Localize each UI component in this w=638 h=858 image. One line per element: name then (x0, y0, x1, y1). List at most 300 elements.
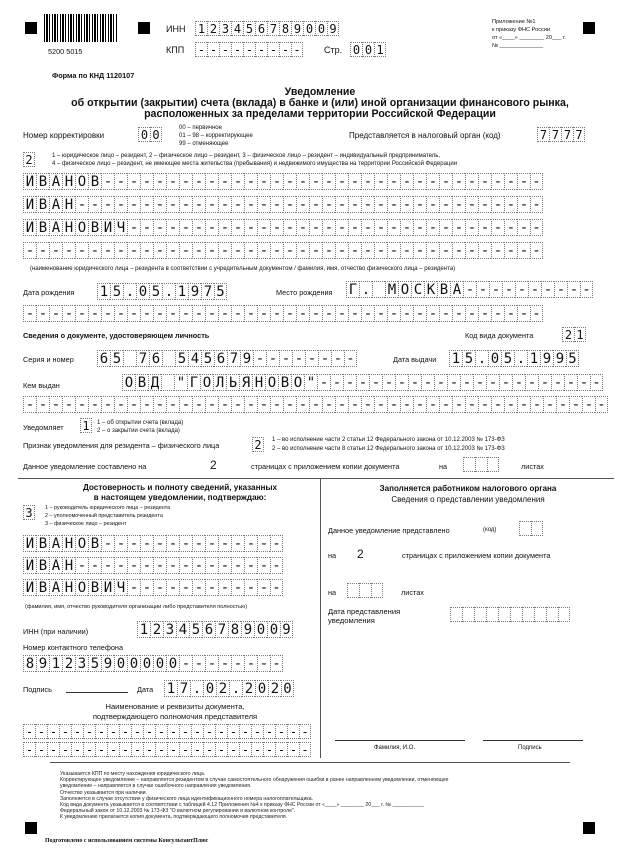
cell[interactable]: - (36, 396, 49, 413)
cell[interactable]: 1 (449, 350, 462, 367)
cell[interactable] (475, 457, 487, 472)
cell[interactable]: - (179, 724, 191, 739)
cell[interactable]: 0 (127, 655, 140, 672)
cell[interactable]: - (244, 219, 257, 236)
cell[interactable]: - (179, 196, 192, 213)
cell[interactable]: В (135, 374, 148, 391)
cell[interactable]: 7 (177, 680, 190, 697)
cell[interactable]: - (192, 579, 205, 596)
tax-org-cells[interactable] (537, 127, 585, 142)
cell[interactable]: - (107, 724, 119, 739)
cell[interactable]: - (203, 742, 215, 757)
cell[interactable]: - (203, 724, 215, 739)
cell[interactable]: - (179, 219, 192, 236)
cell[interactable]: 7 (561, 127, 573, 142)
cell[interactable]: - (101, 242, 114, 259)
cell[interactable]: - (296, 305, 309, 322)
cell[interactable]: - (421, 374, 434, 391)
cell[interactable]: - (257, 557, 270, 574)
cell[interactable]: - (348, 219, 361, 236)
cell[interactable]: - (205, 196, 218, 213)
cell[interactable]: - (569, 396, 582, 413)
cell[interactable]: - (218, 557, 231, 574)
cell[interactable]: - (263, 724, 275, 739)
cell[interactable]: - (499, 374, 512, 391)
cell[interactable]: 9 (240, 350, 253, 367)
cell[interactable]: 0 (166, 655, 179, 672)
cell[interactable]: - (400, 219, 413, 236)
cell[interactable]: 2 (562, 327, 574, 342)
cell[interactable]: - (257, 173, 270, 190)
cell[interactable]: В (437, 281, 450, 298)
cell[interactable]: - (330, 374, 343, 391)
cell[interactable]: 2 (252, 437, 264, 452)
cell[interactable]: 0 (138, 127, 150, 142)
cell[interactable]: 1 (164, 680, 177, 697)
cell[interactable]: 3 (219, 21, 231, 36)
cell[interactable]: - (231, 396, 244, 413)
cell[interactable]: - (478, 173, 491, 190)
cell[interactable]: 6 (214, 350, 227, 367)
right-sheets-cells[interactable] (347, 583, 383, 598)
cell[interactable]: 5 (462, 350, 475, 367)
cell[interactable]: - (244, 173, 257, 190)
cell[interactable]: - (335, 242, 348, 259)
cell[interactable]: - (192, 557, 205, 574)
cell[interactable]: - (356, 374, 369, 391)
cell[interactable]: - (257, 579, 270, 596)
cell[interactable]: А (49, 196, 62, 213)
cell[interactable]: - (49, 242, 62, 259)
cell[interactable]: - (257, 242, 270, 259)
cell[interactable]: - (143, 724, 155, 739)
cell[interactable]: - (166, 219, 179, 236)
cell[interactable]: 7 (201, 283, 214, 300)
cell[interactable]: 7 (267, 21, 279, 36)
cell[interactable]: - (305, 350, 318, 367)
cell[interactable]: 3 (23, 505, 35, 520)
cell[interactable]: - (244, 242, 257, 259)
cell[interactable]: 1 (374, 42, 386, 57)
cell[interactable]: - (595, 396, 608, 413)
cell[interactable]: - (127, 579, 140, 596)
cell[interactable]: - (153, 557, 166, 574)
cell[interactable]: 3 (163, 621, 176, 638)
cell[interactable]: - (23, 396, 36, 413)
cell[interactable]: 9 (188, 283, 201, 300)
cell[interactable]: В (36, 557, 49, 574)
cell[interactable]: А (450, 281, 463, 298)
cell[interactable]: - (309, 219, 322, 236)
cell[interactable]: - (227, 742, 239, 757)
cell[interactable]: . (475, 350, 488, 367)
cell[interactable]: - (244, 655, 257, 672)
cell[interactable]: - (413, 173, 426, 190)
cell[interactable]: - (408, 374, 421, 391)
cell[interactable]: Н (62, 535, 75, 552)
cell[interactable]: - (270, 655, 283, 672)
cell[interactable]: - (244, 396, 257, 413)
cell[interactable]: - (335, 196, 348, 213)
cell[interactable]: - (218, 535, 231, 552)
cell[interactable]: - (382, 374, 395, 391)
cell[interactable]: - (23, 242, 36, 259)
cell[interactable] (463, 457, 475, 472)
cell[interactable]: - (322, 396, 335, 413)
cell[interactable]: - (257, 655, 270, 672)
cell[interactable]: - (374, 242, 387, 259)
cell[interactable]: - (244, 557, 257, 574)
cell[interactable]: 7 (227, 350, 240, 367)
cell[interactable]: - (75, 305, 88, 322)
cell[interactable]: - (153, 396, 166, 413)
cell[interactable]: - (504, 242, 517, 259)
cell[interactable]: - (114, 396, 127, 413)
doc-type-cells[interactable] (562, 327, 586, 342)
inn-cells[interactable] (195, 21, 339, 36)
cell[interactable]: - (218, 305, 231, 322)
cell[interactable]: - (143, 742, 155, 757)
cell[interactable]: - (400, 242, 413, 259)
cell[interactable]: - (567, 281, 580, 298)
cell[interactable]: 0 (350, 42, 362, 57)
cell[interactable] (347, 583, 359, 598)
cell[interactable]: - (23, 742, 35, 757)
cell[interactable]: - (244, 535, 257, 552)
cell[interactable]: - (231, 655, 244, 672)
cell[interactable]: - (270, 173, 283, 190)
cell[interactable]: - (166, 557, 179, 574)
cell[interactable]: 9 (280, 621, 293, 638)
cell[interactable]: - (491, 173, 504, 190)
cell[interactable] (359, 583, 371, 598)
cell[interactable]: 0 (140, 655, 153, 672)
cell[interactable]: С (411, 281, 424, 298)
cell[interactable]: - (426, 305, 439, 322)
cell[interactable]: Г (187, 374, 200, 391)
cell[interactable]: - (127, 242, 140, 259)
cell[interactable]: А (49, 535, 62, 552)
cell[interactable]: - (218, 196, 231, 213)
cell[interactable]: - (153, 219, 166, 236)
cell[interactable]: - (192, 305, 205, 322)
cell[interactable]: - (257, 305, 270, 322)
cell[interactable]: - (192, 396, 205, 413)
cell[interactable]: - (564, 374, 577, 391)
cell[interactable]: - (36, 242, 49, 259)
cell[interactable]: - (83, 742, 95, 757)
cell[interactable]: - (374, 305, 387, 322)
cell[interactable]: - (231, 219, 244, 236)
cell[interactable]: - (577, 374, 590, 391)
cell[interactable]: А (49, 579, 62, 596)
cell[interactable]: - (257, 196, 270, 213)
cell[interactable]: - (287, 742, 299, 757)
cell[interactable]: - (504, 196, 517, 213)
cell[interactable]: - (179, 242, 192, 259)
cell[interactable]: - (491, 242, 504, 259)
cell[interactable]: 0 (203, 680, 216, 697)
cell[interactable]: - (179, 655, 192, 672)
cell[interactable] (534, 607, 546, 622)
cell[interactable]: - (218, 219, 231, 236)
cell[interactable]: - (155, 742, 167, 757)
cell[interactable]: - (119, 742, 131, 757)
cell[interactable]: - (49, 396, 62, 413)
birth-date-cells[interactable] (97, 283, 227, 300)
cell[interactable]: - (179, 557, 192, 574)
cell[interactable]: - (255, 42, 267, 57)
cell[interactable]: - (580, 281, 593, 298)
cell[interactable]: - (101, 173, 114, 190)
cell[interactable]: И (101, 579, 114, 596)
cell[interactable]: " (304, 374, 317, 391)
cell[interactable]: - (512, 374, 525, 391)
cell[interactable] (123, 350, 136, 367)
cell[interactable]: - (361, 219, 374, 236)
cell[interactable]: В (88, 173, 101, 190)
cell[interactable]: - (192, 242, 205, 259)
cell[interactable]: - (153, 535, 166, 552)
cell[interactable]: - (140, 242, 153, 259)
cell[interactable]: - (270, 305, 283, 322)
cell[interactable]: - (75, 557, 88, 574)
cell[interactable]: - (309, 242, 322, 259)
cell[interactable]: - (131, 742, 143, 757)
cell[interactable]: - (127, 305, 140, 322)
cell[interactable]: - (192, 535, 205, 552)
cell[interactable]: - (299, 724, 311, 739)
presented-code-cells[interactable] (519, 521, 543, 536)
cell[interactable] (546, 607, 558, 622)
cell[interactable]: - (127, 535, 140, 552)
cell[interactable]: - (530, 219, 543, 236)
cell[interactable]: 5 (201, 350, 214, 367)
cell[interactable]: - (530, 196, 543, 213)
cell[interactable]: Л (213, 374, 226, 391)
cell[interactable]: - (47, 724, 59, 739)
cell[interactable]: - (491, 219, 504, 236)
cell[interactable]: - (101, 196, 114, 213)
cell[interactable]: 2 (23, 152, 35, 167)
cell[interactable]: 0 (488, 350, 501, 367)
cell[interactable]: - (296, 196, 309, 213)
cell[interactable]: - (231, 579, 244, 596)
cell[interactable]: - (502, 281, 515, 298)
cell[interactable]: - (215, 742, 227, 757)
cell[interactable]: - (166, 242, 179, 259)
signature-line[interactable] (66, 692, 128, 693)
cell[interactable]: - (452, 196, 465, 213)
cell[interactable]: - (231, 173, 244, 190)
cell[interactable]: - (374, 396, 387, 413)
cell[interactable]: - (439, 196, 452, 213)
cell[interactable]: И (101, 219, 114, 236)
cell[interactable]: - (361, 396, 374, 413)
cell[interactable]: - (296, 396, 309, 413)
cell[interactable]: - (296, 219, 309, 236)
cell[interactable]: - (348, 196, 361, 213)
cell[interactable]: - (49, 305, 62, 322)
cell[interactable]: - (219, 42, 231, 57)
cell[interactable]: - (127, 557, 140, 574)
cell[interactable]: - (101, 305, 114, 322)
cell[interactable]: - (119, 724, 131, 739)
cell[interactable]: 0 (153, 655, 166, 672)
cell[interactable]: - (348, 173, 361, 190)
cell[interactable]: - (140, 535, 153, 552)
cell[interactable]: - (243, 42, 255, 57)
cell[interactable]: - (275, 742, 287, 757)
cell[interactable]: В (88, 219, 101, 236)
cell[interactable]: - (179, 173, 192, 190)
cell[interactable]: А (49, 557, 62, 574)
cell[interactable]: 5 (189, 621, 202, 638)
cell[interactable]: - (413, 242, 426, 259)
cell[interactable]: - (439, 173, 452, 190)
cell[interactable] (450, 607, 462, 622)
cell[interactable]: 0 (362, 42, 374, 57)
cell[interactable]: 2 (242, 680, 255, 697)
cell[interactable]: - (215, 724, 227, 739)
cell[interactable]: - (525, 374, 538, 391)
cell[interactable] (162, 350, 175, 367)
cell[interactable]: - (166, 305, 179, 322)
cell[interactable]: 2 (62, 655, 75, 672)
cell[interactable] (372, 281, 385, 298)
cell[interactable]: - (463, 281, 476, 298)
cell[interactable]: - (439, 242, 452, 259)
cell[interactable]: 2 (268, 680, 281, 697)
cell[interactable]: - (75, 396, 88, 413)
cell[interactable]: - (205, 173, 218, 190)
cell[interactable]: 4 (231, 21, 243, 36)
cell[interactable]: 9 (241, 621, 254, 638)
cell[interactable]: - (179, 742, 191, 757)
cell[interactable]: - (287, 724, 299, 739)
cell[interactable]: . (190, 680, 203, 697)
cell[interactable]: - (218, 173, 231, 190)
cell[interactable]: О (122, 374, 135, 391)
cell[interactable]: - (439, 305, 452, 322)
cell[interactable]: 5 (175, 350, 188, 367)
cell[interactable]: - (95, 724, 107, 739)
cell[interactable]: - (231, 196, 244, 213)
cell[interactable]: - (270, 579, 283, 596)
cell[interactable]: - (205, 219, 218, 236)
cell[interactable]: 1 (175, 283, 188, 300)
cell[interactable]: О (75, 219, 88, 236)
cell[interactable]: - (530, 242, 543, 259)
phone-cells[interactable] (23, 655, 283, 672)
cell[interactable]: - (348, 305, 361, 322)
cell[interactable]: - (257, 396, 270, 413)
cell[interactable]: - (114, 173, 127, 190)
cell[interactable]: - (167, 724, 179, 739)
cell[interactable]: 6 (255, 21, 267, 36)
cell[interactable]: 0 (255, 680, 268, 697)
cell[interactable]: - (244, 196, 257, 213)
cell[interactable]: - (387, 396, 400, 413)
series-cells[interactable] (97, 350, 357, 367)
cell[interactable]: - (426, 219, 439, 236)
cell[interactable]: - (491, 305, 504, 322)
cell[interactable]: И (23, 579, 36, 596)
cell[interactable]: 9 (553, 350, 566, 367)
cell[interactable]: - (556, 396, 569, 413)
cell[interactable]: - (387, 305, 400, 322)
cell[interactable]: Н (62, 579, 75, 596)
cell[interactable]: - (179, 305, 192, 322)
cell[interactable]: - (374, 196, 387, 213)
cell[interactable]: - (101, 535, 114, 552)
name-line[interactable] (23, 196, 543, 213)
cell[interactable]: - (179, 396, 192, 413)
cell[interactable]: - (517, 396, 530, 413)
cell[interactable]: - (434, 374, 447, 391)
cell[interactable]: - (426, 242, 439, 259)
cell[interactable]: - (582, 396, 595, 413)
cell[interactable]: - (218, 579, 231, 596)
cell[interactable]: - (270, 535, 283, 552)
cell[interactable]: - (452, 242, 465, 259)
cell[interactable]: - (426, 196, 439, 213)
cell[interactable]: - (361, 196, 374, 213)
cell[interactable]: 1 (574, 327, 586, 342)
cell[interactable]: - (452, 219, 465, 236)
cell[interactable]: - (283, 196, 296, 213)
cell[interactable]: - (270, 196, 283, 213)
cell[interactable]: - (140, 396, 153, 413)
cell[interactable]: - (478, 305, 491, 322)
cell[interactable]: - (400, 305, 413, 322)
cell[interactable]: В (36, 579, 49, 596)
cell[interactable]: - (62, 305, 75, 322)
cell[interactable]: - (369, 374, 382, 391)
cell[interactable]: О (200, 374, 213, 391)
cell[interactable]: - (231, 42, 243, 57)
cell[interactable]: - (465, 305, 478, 322)
cell[interactable]: - (270, 242, 283, 259)
cell[interactable]: - (317, 374, 330, 391)
cell[interactable]: - (322, 219, 335, 236)
cell[interactable]: - (191, 742, 203, 757)
cell[interactable]: 9 (291, 21, 303, 36)
cell[interactable]: - (335, 396, 348, 413)
cell[interactable]: 5 (566, 350, 579, 367)
cell[interactable]: - (153, 242, 166, 259)
cell[interactable]: Н (62, 557, 75, 574)
cell[interactable]: - (478, 396, 491, 413)
cell[interactable]: - (153, 305, 166, 322)
cell[interactable]: - (153, 173, 166, 190)
cell[interactable] (487, 457, 499, 472)
cell[interactable]: - (486, 374, 499, 391)
cell[interactable]: - (335, 173, 348, 190)
cell[interactable]: - (270, 557, 283, 574)
cell[interactable]: - (75, 196, 88, 213)
cell[interactable]: 0 (267, 621, 280, 638)
cell[interactable]: - (309, 396, 322, 413)
cell[interactable]: - (413, 219, 426, 236)
cell[interactable]: - (101, 557, 114, 574)
cell[interactable]: - (227, 724, 239, 739)
cell[interactable]: В (88, 579, 101, 596)
cell[interactable]: - (192, 655, 205, 672)
cell[interactable] (498, 607, 510, 622)
cell[interactable]: - (452, 173, 465, 190)
cell[interactable]: - (413, 196, 426, 213)
